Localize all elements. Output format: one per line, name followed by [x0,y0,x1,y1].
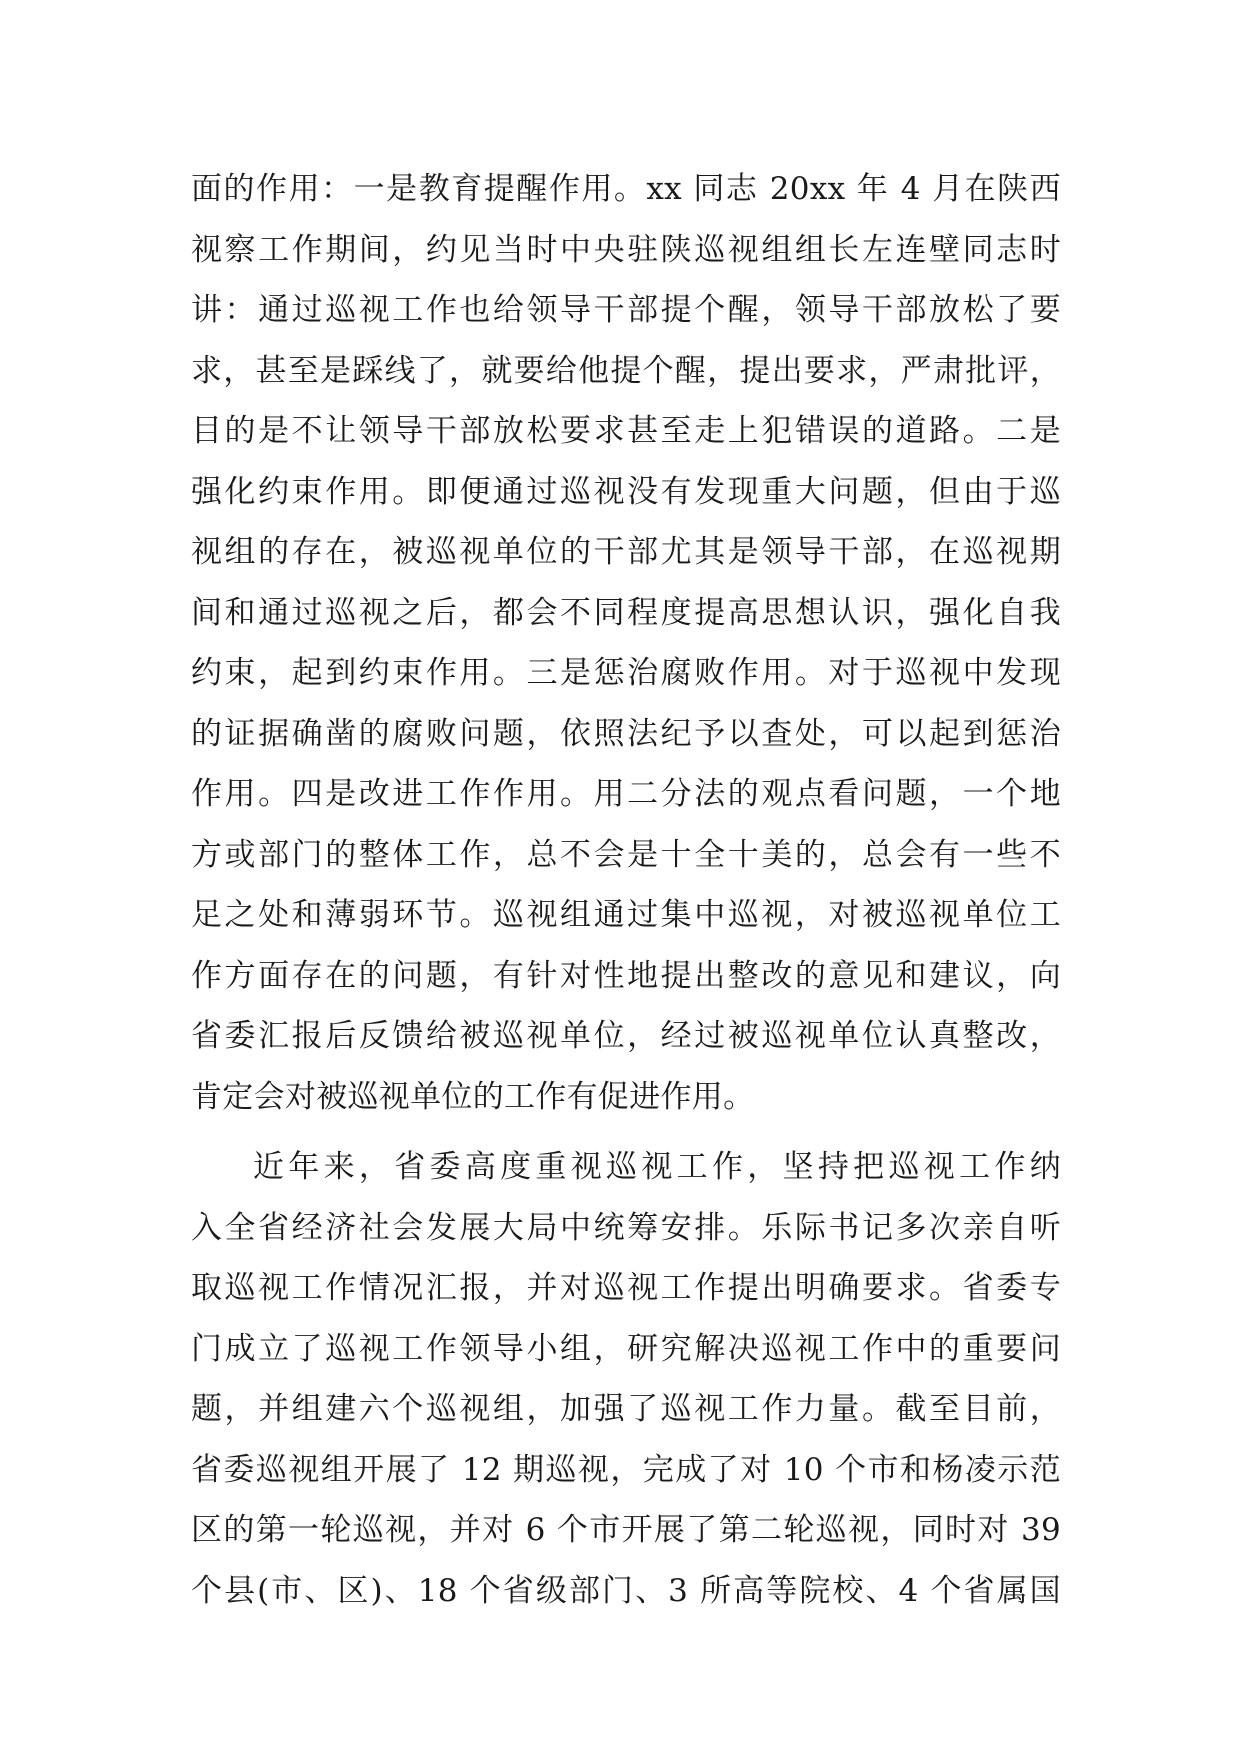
text-line: 省委汇报后反馈给被巡视单位，经过被巡视单位认真整改， [191,1018,1061,1054]
text-line: 面的作用：一是教育提醒作用。xx 同志 20xx 年 4 月在陕西 [191,171,1061,207]
text-line: 门成立了巡视工作领导小组，研究解决巡视工作中的重要问 [191,1330,1061,1367]
text-line: 方或部门的整体工作，总不会是十全十美的，总会有一些不 [191,836,1061,873]
text-line: 个县(市、区)、18 个省级部门、3 所高等院校、4 个省属国 [191,1572,1061,1609]
text-line: 作方面存在的问题，有针对性地提出整改的意见和建议，向 [191,957,1061,994]
paragraph-1 [191,159,1061,1127]
text-line: 近年来，省委高度重视巡视工作，坚持把巡视工作纳 [253,1149,1061,1185]
text-line: 入全省经济社会发展大局中统筹安排。乐际书记多次亲自听 [191,1209,1061,1246]
text-line: 肯定会对被巡视单位的工作有促进作用。 [191,1078,755,1115]
text-line: 视察工作期间，约见当时中央驻陕巡视组组长左连壁同志时 [191,231,1061,268]
text-line: 讲：通过巡视工作也给领导干部提个醒，领导干部放松了要 [191,292,1061,328]
text-line: 强化约束作用。即便通过巡视没有发现重大问题，但由于巡 [191,473,1061,510]
text-line: 省委巡视组开展了 12 期巡视，完成了对 10 个市和杨凌示范 [191,1451,1061,1488]
text-line: 目的是不让领导干部放松要求甚至走上犯错误的道路。二是 [191,413,1061,449]
text-line: 区的第一轮巡视，并对 6 个市开展了第二轮巡视，同时对 39 [191,1512,1061,1548]
text-line: 作用。四是改进工作作用。用二分法的观点看问题，一个地 [191,776,1061,812]
text-line: 视组的存在，被巡视单位的干部尤其是领导干部，在巡视期 [191,534,1061,570]
text-line: 题，并组建六个巡视组，加强了巡视工作力量。截至目前， [191,1391,1061,1427]
text-line: 求，甚至是踩线了，就要给他提个醒，提出要求，严肃批评， [191,352,1061,389]
text-line: 约束，起到约束作用。三是惩治腐败作用。对于巡视中发现 [191,655,1061,691]
document-body [191,159,1061,1621]
text-line: 间和通过巡视之后，都会不同程度提高思想认识，强化自我 [191,594,1061,631]
text-line: 足之处和薄弱环节。巡视组通过集中巡视，对被巡视单位工 [191,897,1061,933]
text-line: 的证据确凿的腐败问题，依照法纪予以查处，可以起到惩治 [191,715,1061,752]
paragraph-2 [191,1137,1061,1621]
text-line: 取巡视工作情况汇报，并对巡视工作提出明确要求。省委专 [191,1270,1061,1306]
paragraph-spacer [191,1127,1061,1137]
